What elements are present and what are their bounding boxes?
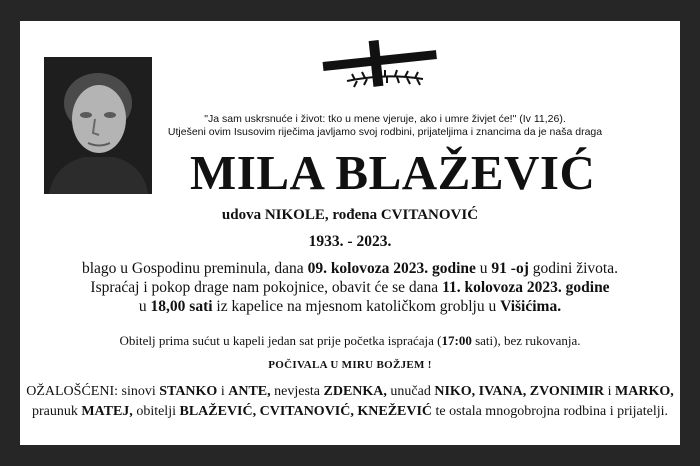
deceased-name: MILA BLAŽEVIĆ [190,145,596,200]
deceased-photo [44,57,152,194]
rest-in-peace: POČIVALA U MIRU BOŽJEM ! [268,359,432,371]
obituary-card [20,21,680,445]
comfort-text: Utješeni ovim Isusovim riječima javljamo svoj rodbini, prijateljima i znancima da je naša draga [167,126,603,138]
announcement-text [20,259,680,316]
mourners-list [20,382,680,422]
death-line: blago u Gospodinu preminula, dana 09. kolovoza 2023. godine u 91 -oj godini života. [81,260,618,277]
mourners-line-1: OŽALOŠĆENI: sinovi STANKO i ANTE, nevjesta ZDENKA, unučad NIKO, IVANA, ZVONIMIR i MARKO, [26,384,674,399]
funeral-place-line: u 18,00 sati iz kapelice na mjesnom katoličkom groblju u Višićima. [138,298,562,315]
condolence-note: Obitelj prima sućut u kapeli jedan sat prije početka ispraćaja (17:00 sati), bez rukovanja. [119,333,581,348]
life-years: 1933. - 2023. [308,233,392,250]
funeral-line: Ispraćaj i pokop drage nam pokojnice, obavit će se dana 11. kolovoza 2023. godine [90,279,610,296]
cross-with-palm-icon [315,37,445,89]
widow-line: udova NIKOLE, rođena CVITANOVIĆ [221,207,479,223]
bible-quote: "Ja sam uskrsnuće i život: tko u mene vjeruje, ako i umre živjet će!" (Iv 11,26). [204,113,566,125]
mourners-line-2: praunuk MATEJ, obitelji BLAŽEVIĆ, CVITANOVIĆ, KNEŽEVIĆ te ostala mnogobrojna rodbina i prijatelji. [31,404,669,419]
